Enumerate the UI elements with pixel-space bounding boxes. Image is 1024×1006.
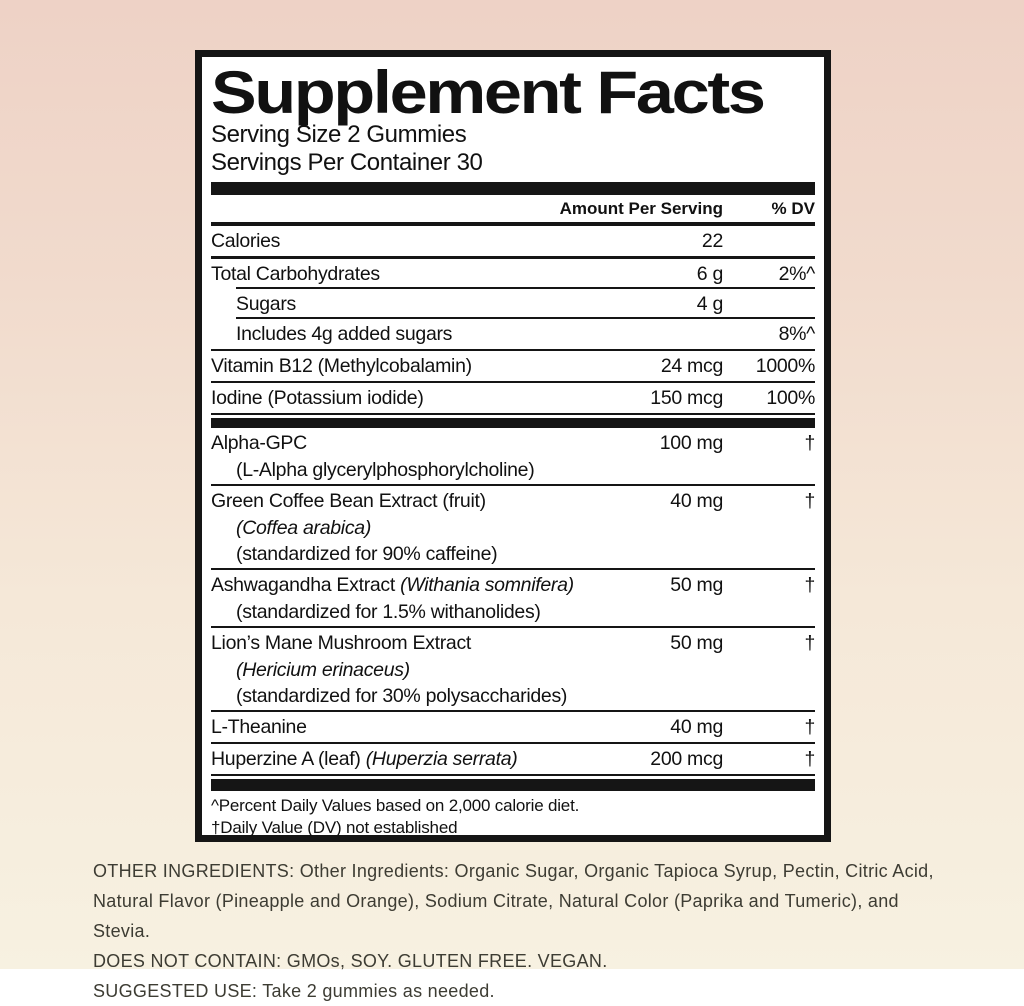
- row-name: Sugars: [236, 293, 296, 315]
- row-dv: †: [804, 748, 815, 770]
- row-name: L-Theanine: [211, 716, 307, 738]
- row-dv: 100%: [766, 387, 815, 409]
- row-dv: 8%^: [778, 323, 815, 345]
- row-subtext: (standardized for 1.5% withanolides): [236, 601, 541, 623]
- table-row-alpha-gpc: [211, 428, 815, 486]
- table-row-total-carbohydrates: [211, 259, 815, 289]
- row-name: Iodine (Potassium iodide): [211, 387, 424, 409]
- row-subtext-botanical: (Coffea arabica): [236, 517, 372, 539]
- does-not-contain-value: GMOs, SOY. GLUTEN FREE. VEGAN.: [286, 951, 608, 971]
- row-name: Ashwagandha Extract: [211, 574, 401, 596]
- additional-info-text: [93, 856, 945, 1006]
- other-ingredients-paragraph: [93, 856, 945, 946]
- row-subtext: (standardized for 90% caffeine): [236, 543, 498, 565]
- footnote-daily-values: ^Percent Daily Values based on 2,000 calorie diet.: [211, 796, 580, 815]
- row-name: Huperzine A (leaf): [211, 748, 366, 770]
- divider-footnote-bar: [211, 779, 815, 791]
- table-row-iodine: [211, 383, 815, 415]
- row-dv: 2%^: [778, 263, 815, 285]
- table-row-l-theanine: [211, 712, 815, 744]
- serving-size-text: Serving Size 2 Gummies: [211, 121, 467, 148]
- row-dv: †: [804, 632, 815, 654]
- row-subtext-botanical: (Hericium erinaceus): [236, 659, 410, 681]
- row-subtext: (standardized for 30% polysaccharides): [236, 685, 568, 707]
- row-dv: †: [804, 716, 815, 738]
- does-not-contain-paragraph: [93, 946, 945, 976]
- table-row-sugars: [211, 289, 815, 319]
- facts-title: Supplement Facts: [211, 59, 764, 126]
- row-name-botanical: (Huperzia serrata): [365, 748, 518, 770]
- row-name: Alpha-GPC: [211, 432, 307, 454]
- row-amount: 50 mg: [670, 574, 723, 596]
- footnote-dv-not-established: †Daily Value (DV) not established: [211, 818, 458, 837]
- row-name: Green Coffee Bean Extract (fruit): [211, 490, 486, 512]
- row-amount: 200 mcg: [650, 748, 723, 770]
- row-amount: 40 mg: [670, 490, 723, 512]
- row-amount: 100 mg: [659, 432, 723, 454]
- table-row-ashwagandha: [211, 570, 815, 628]
- row-amount: 40 mg: [670, 716, 723, 738]
- table-row-lions-mane: [211, 628, 815, 712]
- table-row-added-sugars: [211, 319, 815, 351]
- column-header-amount: Amount Per Serving: [559, 199, 723, 218]
- row-amount: 150 mcg: [650, 387, 723, 409]
- supplement-facts-label: [195, 50, 831, 842]
- row-name: Total Carbohydrates: [211, 263, 380, 285]
- table-row-vitamin-b12: [211, 351, 815, 383]
- other-ingredients-value: Other Ingredients: Organic Sugar, Organic Tapioca Syrup, Pectin, Citric Acid, Natural Flavor (Pineapple and Orange), Sodium Citrate, Natural Color (Paprika and Tumeric), and Stevia.: [93, 861, 934, 941]
- row-subtext: (L-Alpha glycerylphosphorylcholine): [236, 459, 535, 481]
- suggested-use-value: Take 2 gummies as needed.: [262, 981, 495, 1001]
- row-name-botanical: (Withania somnifera): [400, 574, 574, 596]
- suggested-use-label: SUGGESTED USE:: [93, 981, 258, 1001]
- suggested-use-paragraph: [93, 976, 945, 1006]
- table-row-green-coffee: [211, 486, 815, 570]
- footnotes: [211, 795, 815, 839]
- table-row-calories: [211, 226, 815, 259]
- row-amount: 4 g: [696, 293, 723, 315]
- row-name: Includes 4g added sugars: [236, 323, 453, 345]
- servings-per-container-text: Servings Per Container 30: [211, 149, 483, 176]
- row-amount: 50 mg: [670, 632, 723, 654]
- row-name: Vitamin B12 (Methylcobalamin): [211, 355, 472, 377]
- table-header-row: [211, 195, 815, 226]
- row-dv: 1000%: [755, 355, 815, 377]
- does-not-contain-label: DOES NOT CONTAIN:: [93, 951, 282, 971]
- row-dv: †: [804, 490, 815, 512]
- divider-section-bar: [211, 418, 815, 428]
- other-ingredients-label: OTHER INGREDIENTS:: [93, 861, 295, 881]
- divider-thick-bar: [211, 182, 815, 195]
- row-name: Calories: [211, 230, 281, 252]
- row-dv: †: [804, 574, 815, 596]
- row-amount: 22: [701, 230, 723, 252]
- row-amount: 24 mcg: [660, 355, 723, 377]
- table-row-huperzine-a: [211, 744, 815, 776]
- column-header-dv: % DV: [771, 199, 815, 218]
- row-name: Lion’s Mane Mushroom Extract: [211, 632, 472, 654]
- row-dv: †: [804, 432, 815, 454]
- row-amount: 6 g: [696, 263, 723, 285]
